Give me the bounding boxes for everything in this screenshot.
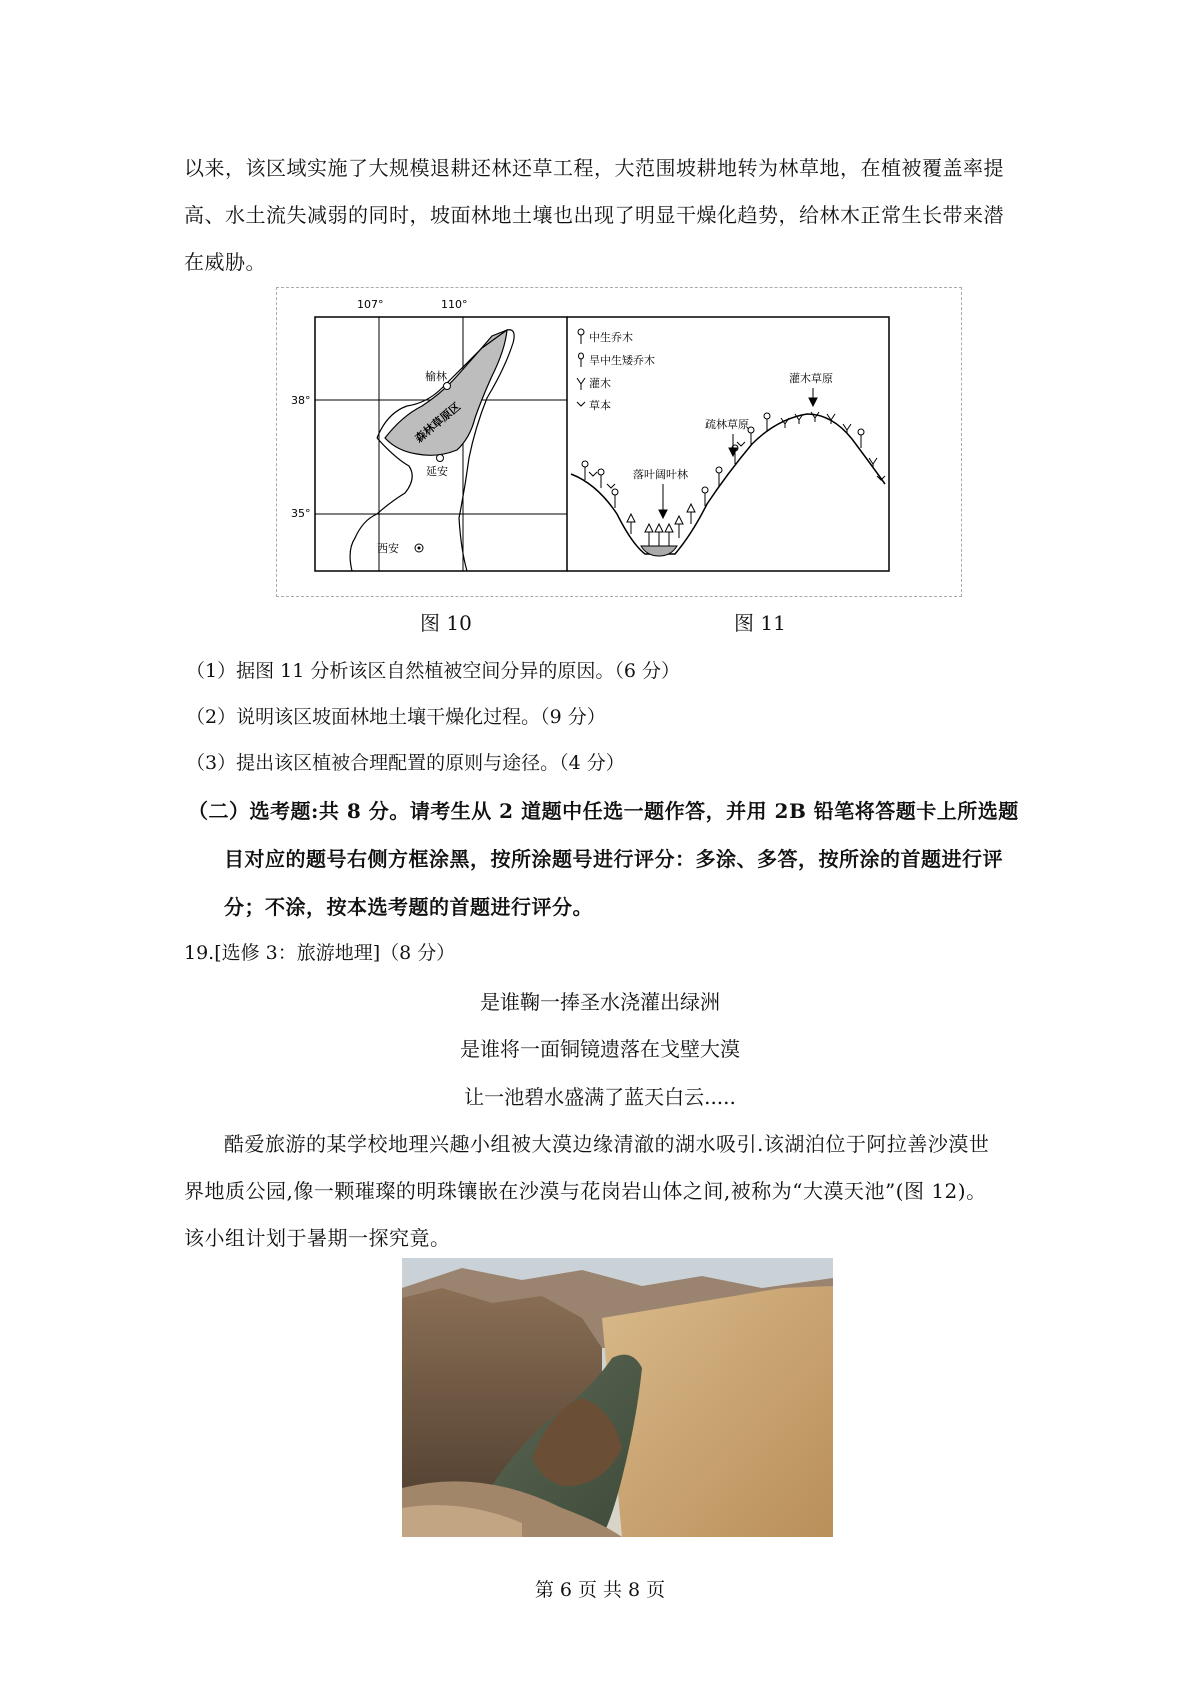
figure-12-photo [402,1258,833,1537]
poem-line-2: 是谁将一面铜镜遗落在戈壁大漠 [460,1037,740,1061]
label-sparse-forest-steppe: 疏林草原 [705,418,749,431]
q19-para-line-3: 该小组计划于暑期一探究竟。 [184,1226,451,1250]
q19-para-line-2: 界地质公园,像一颗璀璨的明珠镶嵌在沙漠与花岗岩山体之间,被称为“大漠天池”(图 12)。 [184,1179,987,1203]
legend-item-2: 灌木 [589,377,611,390]
figure-10-caption: 图 10 [420,611,472,635]
legend-item-3: 草本 [589,399,611,412]
label-shrub-steppe: 灌木草原 [789,372,833,385]
figure-box [276,287,962,597]
figure-11-caption: 图 11 [734,611,786,635]
yanan-marker [437,455,444,462]
yulin-label: 榆林 [425,370,447,383]
intro-line-1: 以来，该区域实施了大规模退耕还林还草工程，大范围坡耕地转为林草地，在植被覆盖率提 [184,156,1004,180]
zone-label: 森林草原区 [412,399,464,446]
q19-para-line-1: 酷爱旅游的某学校地理兴趣小组被大漠边缘清澈的湖水吸引.该湖泊位于阿拉善沙漠世 [224,1132,990,1156]
question-2: （2）说明该区坡面林地土壤干燥化过程。（9 分） [186,706,606,728]
label-deciduous-forest: 落叶阔叶林 [633,468,688,481]
xian-label: 西安 [377,542,399,555]
legend-item-0: 中生乔木 [589,331,633,344]
figure-11-profile [567,314,907,574]
yulin-marker [444,383,451,390]
section2-line-3: 分；不涂，按本选考题的首题进行评分。 [224,895,593,919]
page-footer: 第 6 页 共 8 页 [534,1579,666,1601]
poem-line-3: 让一池碧水盛满了蓝天白云..... [464,1085,736,1109]
intro-line-3: 在威胁。 [184,250,266,274]
question-19-title: 19.[选修 3：旅游地理]（8 分） [184,942,456,964]
lon-110-label: 110° [441,298,468,311]
section2-line-1: （二）选考题:共 8 分。请考生从 2 道题中任选一题作答，并用 2B 铅笔将答题卡上所选题 [188,799,1019,823]
yanan-label: 延安 [426,465,448,478]
question-1: （1）据图 11 分析该区自然植被空间分异的原因。（6 分） [186,660,680,682]
lat-35-label: 35° [291,507,311,520]
section2-line-2: 目对应的题号右侧方框涂黑，按所涂题号进行评分：多涂、多答，按所涂的首题进行评 [224,847,1003,871]
legend-item-1: 旱中生矮乔木 [589,354,655,367]
question-3: （3）提出该区植被合理配置的原则与途径。（4 分） [186,752,625,774]
poem-line-1: 是谁鞠一捧圣水浇灌出绿洲 [480,990,720,1014]
lat-38-label: 38° [291,394,311,407]
lon-107-label: 107° [357,298,384,311]
intro-line-2: 高、水土流失减弱的同时，坡面林地土壤也出现了明显干燥化趋势，给林木正常生长带来潜 [184,203,1004,227]
